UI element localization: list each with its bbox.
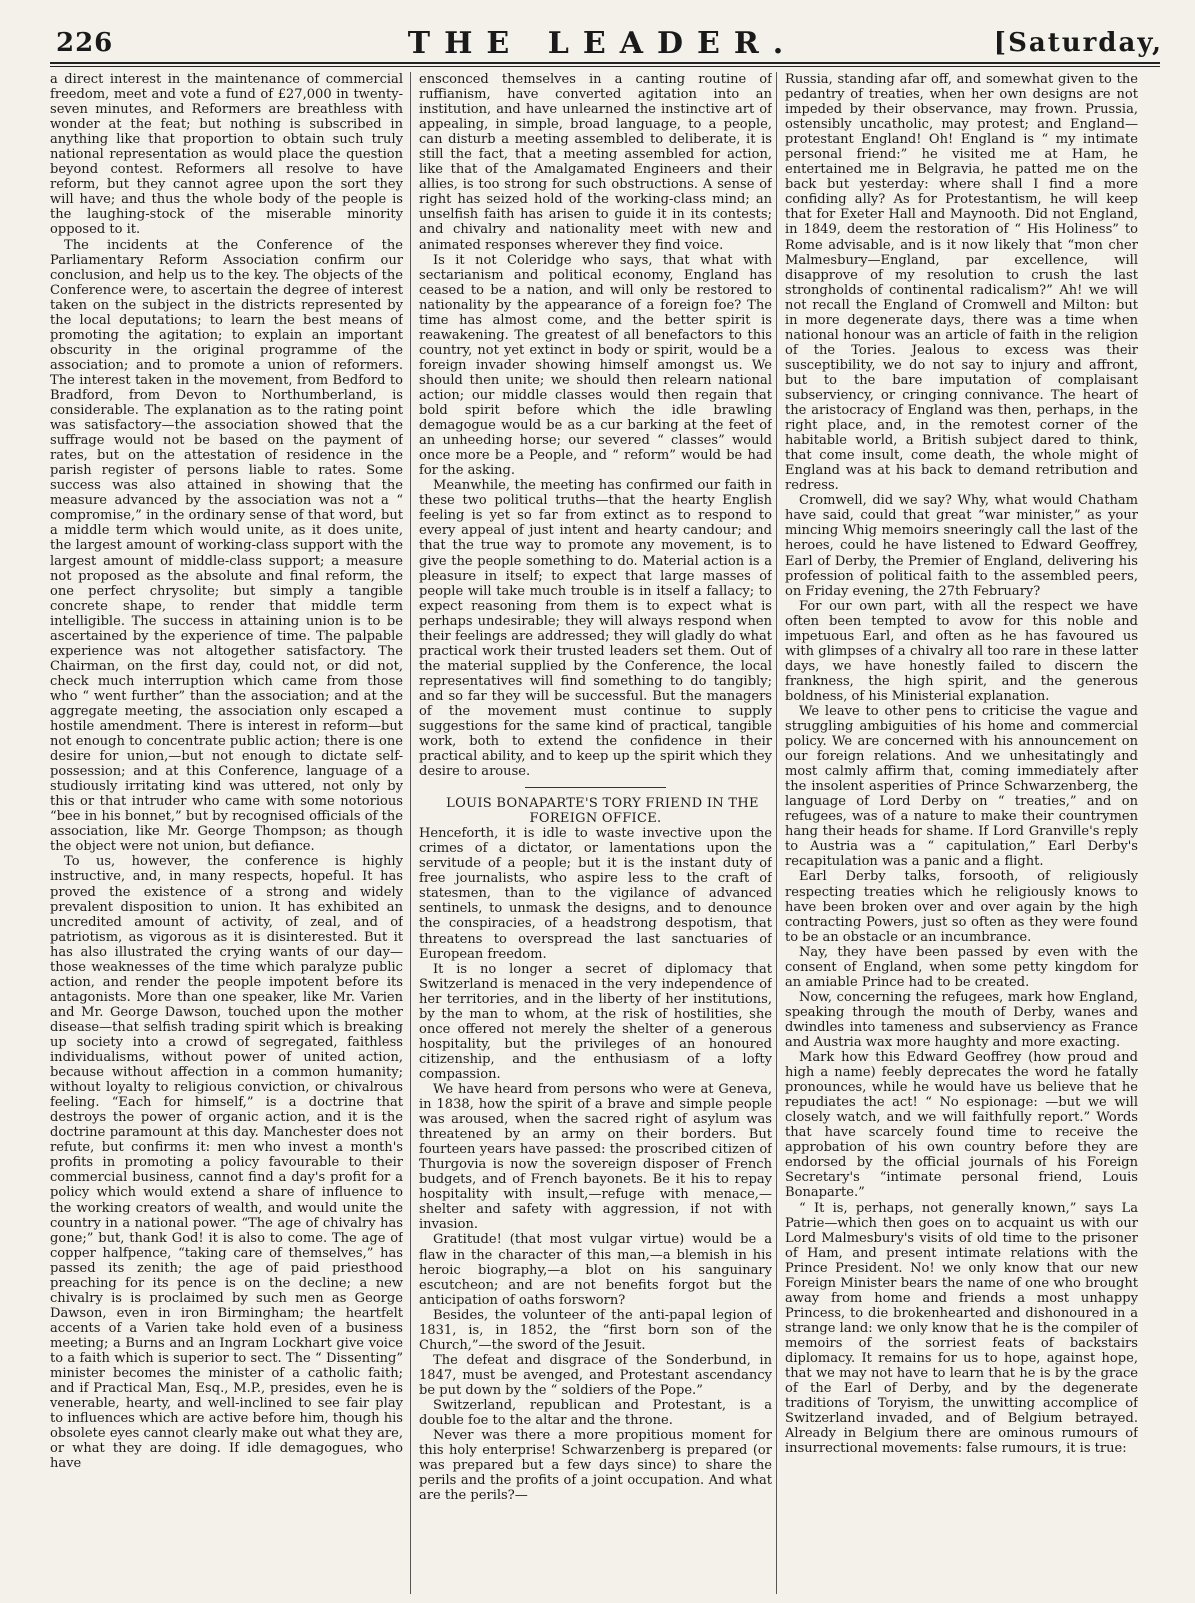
paragraph: Never was there a more propitious moment for this holy enterprise! Schwarzenberg is prepared (or was prepared but a few days since) to share the perils and the profits of a joint occupation. And what are the perils?—: [419, 1428, 772, 1504]
paragraph: Is it not Coleridge who says, that what with sectarianism and political economy, England has ceased to be a nation, and will only be restored to nationality by the appearance of a foreign foe? The time has almost come, and the better spirit is reawakening. The greatest of all benefactors to this country, not yet extinct in body or spirit, would be a foreign invader showing himself amongst us. We should then unite; we should then relearn national action; our middle classes would then regain that bold spirit before which the idle brawling demagogue would be as a cur barking at the feet of an unheeding horse; our severed “ classes” would once more be a People, and “ reform” would be had for the asking.: [419, 252, 772, 479]
paragraph: We have heard from persons who were at Geneva, in 1838, how the spirit of a brave and simple people was aroused, when the sacred right of asylum was threatened by an army on their borders. But fourteen years have passed: the proscribed citizen of Thurgovia is now the sovereign disposer of French budgets, and of French bayonets. Be it his to repay hospitality with insult,—refuge with menace,—shelter and safety with aggression, if not with invasion.: [419, 1082, 772, 1233]
column-divider: [410, 72, 411, 1594]
paragraph: We leave to other pens to criticise the vague and struggling ambiguities of his home and commercial policy. We are concerned with his announcement on our foreign relations. And we unhesitatingly and most calmly affirm that, coming immediately after the insolent asperities of Prince Schwarzenberg, the language of Lord Derby on “ treaties,” and on refugees, was of a nature to make their countrymen hang their heads for shame. If Lord Granville's reply to Austria was a “ capitulation,” Earl Derby's recapitulation was a panic and a flight.: [785, 703, 1138, 870]
paragraph: Nay, they have been passed by even with the consent of England, when some petty kingdom for an amiable Prince had to be created.: [785, 944, 1138, 990]
masthead: [50, 22, 1163, 62]
column-2: [419, 72, 772, 1594]
page-number: 226: [56, 28, 114, 58]
publication-title: THE LEADER.: [407, 26, 798, 61]
article-heading: LOUIS BONAPARTE'S TORY FRIEND IN THE FOREIGN OFFICE.: [446, 796, 759, 827]
paragraph: To us, however, the conference is highly instructive, and, in many respects, hopeful. It has proved the existence of a strong and widely prevalent disposition to union. It has exhibited an uncredited amount of activity, of zeal, and of patriotism, as vigorous as it is disinterested. But it has also illustrated the crying wants of our day—those weaknesses of the time which paralyze public action, and render the people impotent before its antagonists. More than one speaker, like Mr. Varien and Mr. George Dawson, touched upon the mother disease—that selfish trading spirit which is breaking up society into a crowd of segregated, faithless individualisms, without power of united action, because without affection in a common humanity; without loyalty to religious conviction, or chivalrous feeling. “Each for himself,” is a doctrine that destroys the power of organic action, and it is the doctrine paramount at this day. Manchester does not refute, but confirms it: men who invest a month's profits in promoting a policy favourable to their commercial business, cannot find a day's profit for a policy which would extend a share of influence to the working creators of wealth, and would unite the country in a national power. “The age of chivalry has gone;” but, thank God! it is also to come. The age of copper halfpence, “taking care of themselves,” has passed its zenith; the age of paid priesthood preaching for its pence is on the decline; a new chivalry is is proclaimed by such men as George Dawson, even in iron Birmingham; the heartfelt accents of a Varien take hold even of a business meeting; a Burns and an Ingram Lockhart give voice to a faith which is superior to sect. The “ Dissenting” minister becomes the minister of a catholic faith; and if Practical Man, Esq., M.P., presides, even he is venerable, hearty, and well-inclined to see fair play to influences which are active before him, though his obsolete eyes cannot clearly make out what they are, or what they are doing. If idle demagogues, who have: [50, 854, 403, 1472]
paragraph: Mark how this Edward Geoffrey (how proud and high a name) feebly deprecates the word he fatally pronounces, while he would have us believe that he repudiates the act! “ No espionage: —but we will closely watch, and we will faithfully report.” Words that have scarcely found time to receive the approbation of his own country before they are endorsed by the official journals of his Foreign Secretary's “intimate personal friend, Louis Bonaparte.”: [785, 1050, 1138, 1201]
column-3: [785, 72, 1138, 1594]
paragraph: Henceforth, it is idle to waste invective upon the crimes of a dictator, or lamentations upon the servitude of a people; but it is the instant duty of free journalists, who aspire less to the craft of statesmen, than to the vigilance of advanced sentinels, to unmask the designs, and to denounce the conspiracies, of a headstrong despotism, that threatens to overspread the last sanctuaries of European freedom.: [419, 826, 772, 962]
paragraph: For our own part, with all the respect we have often been tempted to avow for this noble and impetuous Earl, and often as he has favoured us with glimpses of a chivalry all too rare in these latter days, we have honestly failed to discern the frankness, the high spirit, and the generous boldness, of his Ministerial explanation.: [785, 598, 1138, 704]
paragraph: The incidents at the Conference of the Parliamentary Reform Association confirm our conclusion, and help us to the key. The objects of the Conference were, to ascertain the degree of interest taken on the subject in the districts represented by the local deputations; to learn the best means of promoting the agitation; to explain an important obscurity in the original programme of the association; and to promote a union of reformers. The interest taken in the movement, from Bedford to Bradford, from Devon to Northumberland, is considerable. The explanation as to the rating point was satisfactory—the association showed that the suffrage would not be based on the payment of rates, but on the attestation of residence in the parish register of persons liable to rates. Some success was also attained in showing that the measure advanced by the association was not a “ compromise,” in the ordinary sense of that word, but a middle term which would unite, as it does unite, the largest amount of working-class support with the largest amount of middle-class support; a measure not proposed as the absolute and final reform, the one perfect chrysolite; but simply a tangible concrete shape, to render that middle term intelligible. The success in attaining union is to be ascertained by the experience of time. The palpable experience was not altogether satisfactory. The Chairman, on the first day, could not, or did not, check much interruption which came from those who “ went further” than the association; and at the aggregate meeting, the association only escaped a hostile amendment. There is interest in reform—but not enough to concentrate public action; there is one desire for union,—but not enough to dictate self-possession; and at this Conference, language of a studiously irritating kind was uttered, not only by this or that intruder who came with some notorious “bee in his bonnet,” but by recognised officials of the association, like Mr. George Thompson; as though the object were not union, but defiance.: [50, 237, 403, 855]
column-divider: [776, 72, 777, 1594]
issue-day: [Saturday,: [993, 28, 1163, 58]
paragraph: Switzerland, republican and Protestant, is a double foe to the altar and the throne.: [419, 1397, 772, 1429]
paragraph: Earl Derby talks, forsooth, of religiously respecting treaties which he religiously knows to have been broken over and over again by the high contracting Powers, just so often as they were found to be an obstacle or an incumbrance.: [785, 869, 1138, 945]
paragraph: Meanwhile, the meeting has confirmed our faith in these two political truths—that the hearty English feeling is yet so far from extinct as to respond to every appeal of just intent and hearty candour; and that the true way to promote any movement, is to give the people something to do. Material action is a pleasure in itself; to expect that large masses of people will take much trouble is in itself a fallacy; to expect reasoning from them is to expect what is perhaps undesirable; they will always respond when their feelings are addressed; they will gladly do what practical work their trusted leaders set them. Out of the material supplied by the Conference, the local representatives will find something to do tangibly; and so far they will be successful. But the managers of the movement must continue to supply suggestions for the same kind of practical, tangible work, both to extend the confidence in their practical ability, and to keep up the spirit which they desire to arouse.: [419, 478, 772, 780]
masthead-rule-thin: [50, 66, 1160, 67]
column-1: [50, 72, 403, 1594]
paragraph: Cromwell, did we say? Why, what would Chatham have said, could that great “war minister,” as your mincing Whig memoirs sneeringly call the last of the heroes, could he have listened to Edward Geoffrey, Earl of Derby, the Premier of England, delivering his profession of political faith to the assembled peers, on Friday evening, the 27th February?: [785, 493, 1138, 599]
paragraph: Now, concerning the refugees, mark how England, speaking through the mouth of Derby, wanes and dwindles into tameness and subserviency as France and Austria wax more haughty and more exacting.: [785, 989, 1138, 1050]
paragraph: Besides, the volunteer of the anti-papal legion of 1831, is, in 1852, the “first born son of the Church,”—the sword of the Jesuit.: [419, 1307, 772, 1353]
section-separator: [525, 787, 666, 788]
paragraph: ensconced themselves in a canting routine of ruffianism, have converted agitation into an institution, and have unlearned the instinctive art of appealing, in simple, broad language, to a people, can disturb a meeting assembled to deliberate, it is still the fact, that a meeting assembled for action, like that of the Amalgamated Engineers and their allies, is too strong for such obstructions. A sense of right has seized hold of the working-class mind; an unselfish faith has arisen to guide it in its contests; and chivalry and nationality meet with new and animated responses wherever they find voice.: [419, 72, 772, 253]
paragraph: The defeat and disgrace of the Sonderbund, in 1847, must be avenged, and Protestant ascendancy be put down by the “ soldiers of the Pope.”: [419, 1352, 772, 1398]
paragraph: Gratitude! (that most vulgar virtue) would be a flaw in the character of this man,—a blemish in his heroic biography,—a blot on his sanguinary escutcheon; and are not benefits forgot but the anticipation of oaths forsworn?: [419, 1232, 772, 1308]
paragraph: “ It is, perhaps, not generally known,” says La Patrie—which then goes on to acquaint us with our Lord Malmesbury's visits of old time to the prisoner of Ham, and present intimate relations with the Prince President. No! we only know that our new Foreign Minister bears the name of one who brought away from home and friends a most unhappy Princess, to die brokenhearted and dishonoured in a strange land: we only know that he is the compiler of memoirs of the sorriest feats of backstairs diplomacy. It remains for us to hope, against hope, that we may not have to learn that he is by the grace of the Earl of Derby, and by the degenerate traditions of Toryism, the unwitting accomplice of Switzerland invaded, and of Belgium betrayed. Already in Belgium there are ominous rumours of insurrectional movements: false rumours, it is true:: [785, 1200, 1138, 1457]
paragraph: It is no longer a secret of diplomacy that Switzerland is menaced in the very independence of her territories, and in the liberty of her institutions, by the man to whom, at the risk of hostilities, she once offered not merely the shelter of a generous hospitality, but the privileges of an honoured citizenship, and the enthusiasm of a lofty compassion.: [419, 961, 772, 1082]
paragraph: a direct interest in the maintenance of commercial freedom, meet and vote a fund of £27,000 in twenty-seven minutes, and Reformers are breathless with wonder at the feat; but nothing is subscribed in anything like that proportion to obtain such truly national representation as would place the question beyond contest. Reformers all resolve to have reform, but they cannot agree upon the sort they will have; and thus the whole body of the people is the laughing-stock of the miserable minority opposed to it.: [50, 72, 403, 238]
masthead-rule: [50, 62, 1160, 64]
paragraph: Russia, standing afar off, and somewhat given to the pedantry of treaties, when her own designs are not impeded by their observance, may frown. Prussia, ostensibly uncatholic, may protest; and England—protestant England! Oh! England is “ my intimate personal friend:” he visited me at Ham, he entertained me in Belgravia, he patted me on the back but yesterday: where shall I find a more confiding ally? As for Protestantism, he will keep that for Exeter Hall and Maynooth. Did not England, in 1849, deem the restoration of “ His Holiness” to Rome advisable, and is it now likely that “mon cher Malmesbury—England, par excellence, will disapprove of my resolution to crush the last strongholds of continental radicalism?” Ah! we will not recall the England of Cromwell and Milton: but in more degenerate days, there was a time when national honour was an article of faith in the religion of the Tories. Jealous to excess was their susceptibility, we do not say to injury and affront, but to the bare imputation of complaisant subserviency, or cringing connivance. The heart of the aristocracy of England was then, perhaps, in the right place, and, in the remotest corner of the habitable world, a British subject dared to think, that come insult, come death, the whole might of England was at his back to demand retribution and redress.: [785, 72, 1138, 494]
